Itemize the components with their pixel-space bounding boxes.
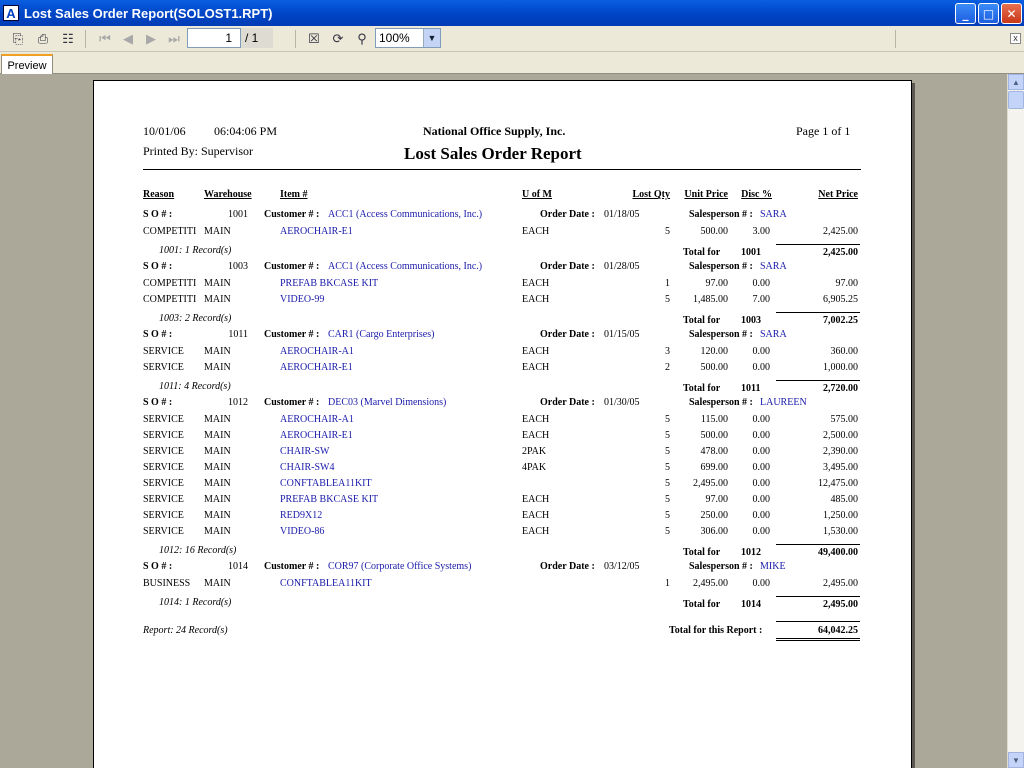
- col-item: Item #: [280, 189, 308, 200]
- line-warehouse: MAIN: [204, 346, 231, 357]
- order-date: 03/12/05: [604, 561, 640, 572]
- line-lost-qty: 2: [665, 362, 670, 373]
- line-item: RED9X12: [280, 510, 323, 521]
- line-lost-qty: 5: [665, 294, 670, 305]
- header-rule: [143, 169, 861, 170]
- customer-label: Customer # :: [264, 397, 320, 408]
- grand-total-underline-1: [776, 638, 860, 639]
- line-disc: 0.00: [752, 414, 770, 425]
- line-disc: 3.00: [752, 226, 770, 237]
- line-unit-price: 115.00: [700, 414, 728, 425]
- order-date-label: Order Date :: [540, 261, 595, 272]
- line-uom: EACH: [522, 494, 550, 505]
- total-so-number: 1012: [741, 547, 761, 558]
- tab-bar: [0, 52, 1024, 74]
- salesperson-name: LAUREEN: [760, 397, 807, 408]
- subtotal-rule: [776, 312, 860, 313]
- order-total: 2,720.00: [823, 383, 858, 394]
- line-reason: SERVICE: [143, 510, 184, 521]
- line-reason: SERVICE: [143, 346, 184, 357]
- line-net-price: 12,475.00: [818, 478, 858, 489]
- col-net-price: Net Price: [818, 189, 858, 200]
- window-title: Lost Sales Order Report(SOLOST1.RPT): [24, 5, 273, 21]
- line-lost-qty: 1: [665, 578, 670, 589]
- order-date: 01/18/05: [604, 209, 640, 220]
- line-uom: EACH: [522, 414, 550, 425]
- zoom-value: 100%: [379, 31, 410, 45]
- line-lost-qty: 5: [665, 414, 670, 425]
- refresh-icon[interactable]: ⟳: [332, 31, 344, 46]
- line-net-price: 97.00: [835, 278, 858, 289]
- line-item: AEROCHAIR-E1: [280, 226, 353, 237]
- line-warehouse: MAIN: [204, 430, 231, 441]
- so-label: S O # :: [143, 261, 173, 272]
- scroll-up-icon[interactable]: ▲: [1008, 74, 1024, 90]
- line-lost-qty: 5: [665, 446, 670, 457]
- line-net-price: 1,000.00: [823, 362, 858, 373]
- previous-page-icon[interactable]: ◀: [123, 31, 133, 46]
- salesperson-name: SARA: [760, 209, 787, 220]
- order-total: 2,425.00: [823, 247, 858, 258]
- line-item: CHAIR-SW: [280, 446, 330, 457]
- print-icon[interactable]: ⎙: [37, 31, 49, 46]
- so-number: 1012: [228, 397, 248, 408]
- report-viewport: [0, 74, 1007, 768]
- line-net-price: 6,905.25: [823, 294, 858, 305]
- line-unit-price: 500.00: [700, 430, 728, 441]
- line-reason: SERVICE: [143, 526, 184, 537]
- close-view-icon[interactable]: x: [1010, 33, 1021, 44]
- line-item: AEROCHAIR-E1: [280, 430, 353, 441]
- order-date-label: Order Date :: [540, 561, 595, 572]
- line-net-price: 3,495.00: [823, 462, 858, 473]
- line-unit-price: 500.00: [700, 226, 728, 237]
- line-unit-price: 306.00: [700, 526, 728, 537]
- customer-name: DEC03 (Marvel Dimensions): [328, 397, 447, 408]
- line-reason: COMPETITI: [143, 226, 197, 237]
- col-uom: U of M: [522, 189, 552, 200]
- total-for-label: Total for: [683, 547, 721, 558]
- line-disc: 0.00: [752, 430, 770, 441]
- line-item: PREFAB BKCASE KIT: [280, 278, 379, 289]
- line-item: VIDEO-86: [280, 526, 325, 537]
- line-warehouse: MAIN: [204, 478, 231, 489]
- salesperson-label: Salesperson # :: [689, 561, 753, 572]
- line-item: AEROCHAIR-E1: [280, 362, 353, 373]
- line-unit-price: 97.00: [705, 494, 728, 505]
- line-uom: EACH: [522, 526, 550, 537]
- customer-label: Customer # :: [264, 209, 320, 220]
- line-uom: EACH: [522, 278, 550, 289]
- line-reason: SERVICE: [143, 478, 184, 489]
- line-reason: COMPETITI: [143, 294, 197, 305]
- line-lost-qty: 5: [665, 226, 670, 237]
- line-item: CHAIR-SW4: [280, 462, 335, 473]
- line-reason: BUSINESS: [143, 578, 191, 589]
- line-net-price: 485.00: [830, 494, 858, 505]
- so-label: S O # :: [143, 329, 173, 340]
- order-total: 49,400.00: [818, 547, 858, 558]
- order-date-label: Order Date :: [540, 329, 595, 340]
- report-record-count: Report: 24 Record(s): [143, 625, 228, 636]
- order-date: 01/15/05: [604, 329, 640, 340]
- line-uom: 2PAK: [522, 446, 547, 457]
- customer-name: CAR1 (Cargo Enterprises): [328, 329, 435, 340]
- salesperson-label: Salesperson # :: [689, 261, 753, 272]
- salesperson-label: Salesperson # :: [689, 397, 753, 408]
- line-reason: SERVICE: [143, 414, 184, 425]
- col-disc: Disc %: [741, 189, 772, 200]
- vertical-scrollbar[interactable]: [1007, 74, 1024, 768]
- line-warehouse: MAIN: [204, 226, 231, 237]
- order-total: 2,495.00: [823, 599, 858, 610]
- grand-total-label: Total for this Report :: [669, 625, 763, 636]
- line-reason: SERVICE: [143, 430, 184, 441]
- next-page-icon[interactable]: ▶: [146, 31, 156, 46]
- company-name: National Office Supply, Inc.: [423, 124, 566, 138]
- col-warehouse: Warehouse: [204, 189, 252, 200]
- scroll-down-icon[interactable]: ▼: [1008, 752, 1024, 768]
- line-warehouse: MAIN: [204, 362, 231, 373]
- line-item: PREFAB BKCASE KIT: [280, 494, 379, 505]
- line-net-price: 360.00: [830, 346, 858, 357]
- line-net-price: 2,390.00: [823, 446, 858, 457]
- line-uom: EACH: [522, 294, 550, 305]
- line-disc: 0.00: [752, 362, 770, 373]
- line-net-price: 2,500.00: [823, 430, 858, 441]
- salesperson-name: SARA: [760, 261, 787, 272]
- so-label: S O # :: [143, 209, 173, 220]
- record-count: 1014: 1 Record(s): [159, 597, 232, 608]
- line-disc: 7.00: [752, 294, 770, 305]
- so-number: 1001: [228, 209, 248, 220]
- line-warehouse: MAIN: [204, 294, 231, 305]
- order-total: 7,002.25: [823, 315, 858, 326]
- line-lost-qty: 5: [665, 526, 670, 537]
- total-so-number: 1011: [741, 383, 761, 394]
- line-uom: 4PAK: [522, 462, 547, 473]
- total-so-number: 1003: [741, 315, 761, 326]
- toolbar-separator: [895, 30, 896, 48]
- line-warehouse: MAIN: [204, 578, 231, 589]
- line-uom: EACH: [522, 430, 550, 441]
- line-unit-price: 699.00: [700, 462, 728, 473]
- line-disc: 0.00: [752, 510, 770, 521]
- total-for-label: Total for: [683, 383, 721, 394]
- first-page-icon[interactable]: ⏮: [99, 31, 111, 46]
- salesperson-name: MIKE: [760, 561, 786, 572]
- line-uom: EACH: [522, 362, 550, 373]
- col-unit-price: Unit Price: [684, 189, 728, 200]
- customer-label: Customer # :: [264, 561, 320, 572]
- line-unit-price: 120.00: [700, 346, 728, 357]
- line-unit-price: 250.00: [700, 510, 728, 521]
- line-warehouse: MAIN: [204, 462, 231, 473]
- tab-preview[interactable]: Preview: [1, 54, 53, 75]
- line-lost-qty: 1: [665, 278, 670, 289]
- total-for-label: Total for: [683, 599, 721, 610]
- line-disc: 0.00: [752, 578, 770, 589]
- record-count: 1003: 2 Record(s): [159, 313, 232, 324]
- total-for-label: Total for: [683, 315, 721, 326]
- line-disc: 0.00: [752, 278, 770, 289]
- total-so-number: 1014: [741, 599, 761, 610]
- order-date: 01/28/05: [604, 261, 640, 272]
- line-disc: 0.00: [752, 526, 770, 537]
- subtotal-rule: [776, 544, 860, 545]
- line-warehouse: MAIN: [204, 278, 231, 289]
- line-reason: SERVICE: [143, 362, 184, 373]
- line-lost-qty: 5: [665, 510, 670, 521]
- customer-name: ACC1 (Access Communications, Inc.): [328, 209, 483, 220]
- salesperson-label: Salesperson # :: [689, 209, 753, 220]
- so-number: 1003: [228, 261, 248, 272]
- line-uom: EACH: [522, 226, 550, 237]
- line-disc: 0.00: [752, 462, 770, 473]
- line-unit-price: 1,485.00: [693, 294, 728, 305]
- line-net-price: 2,495.00: [823, 578, 858, 589]
- maximize-button[interactable]: □: [978, 3, 999, 24]
- customer-label: Customer # :: [264, 261, 320, 272]
- line-lost-qty: 5: [665, 430, 670, 441]
- line-uom: EACH: [522, 346, 550, 357]
- line-item: CONFTABLEA11KIT: [280, 578, 372, 589]
- record-count: 1012: 16 Record(s): [159, 545, 237, 556]
- toolbar-separator: [295, 30, 296, 48]
- customer-name: ACC1 (Access Communications, Inc.): [328, 261, 483, 272]
- subtotal-rule: [776, 596, 860, 597]
- line-warehouse: MAIN: [204, 414, 231, 425]
- line-item: VIDEO-99: [280, 294, 325, 305]
- customer-label: Customer # :: [264, 329, 320, 340]
- line-reason: COMPETITI: [143, 278, 197, 289]
- chevron-down-icon[interactable]: ▼: [423, 29, 440, 47]
- line-lost-qty: 5: [665, 478, 670, 489]
- close-button[interactable]: ✕: [1001, 3, 1022, 24]
- line-net-price: 575.00: [830, 414, 858, 425]
- line-unit-price: 2,495.00: [693, 478, 728, 489]
- so-label: S O # :: [143, 397, 173, 408]
- order-date-label: Order Date :: [540, 397, 595, 408]
- subtotal-rule: [776, 244, 860, 245]
- line-disc: 0.00: [752, 446, 770, 457]
- total-for-label: Total for: [683, 247, 721, 258]
- line-unit-price: 2,495.00: [693, 578, 728, 589]
- line-warehouse: MAIN: [204, 526, 231, 537]
- line-reason: SERVICE: [143, 494, 184, 505]
- grand-total-rule: [776, 621, 860, 622]
- line-warehouse: MAIN: [204, 494, 231, 505]
- order-date-label: Order Date :: [540, 209, 595, 220]
- line-reason: SERVICE: [143, 462, 184, 473]
- line-net-price: 1,530.00: [823, 526, 858, 537]
- report-date: 10/01/06: [143, 124, 186, 138]
- zoom-select[interactable]: [375, 28, 441, 48]
- line-lost-qty: 3: [665, 346, 670, 357]
- salesperson-label: Salesperson # :: [689, 329, 753, 340]
- grand-total-underline-2: [776, 640, 860, 641]
- line-warehouse: MAIN: [204, 510, 231, 521]
- report-page: [93, 80, 912, 768]
- search-icon[interactable]: ⚲: [357, 31, 367, 46]
- line-lost-qty: 5: [665, 462, 670, 473]
- line-disc: 0.00: [752, 478, 770, 489]
- page-label: Page 1 of 1: [796, 124, 851, 138]
- subtotal-rule: [776, 380, 860, 381]
- line-item: AEROCHAIR-A1: [280, 346, 354, 357]
- so-number: 1014: [228, 561, 248, 572]
- line-unit-price: 97.00: [705, 278, 728, 289]
- group-tree-icon[interactable]: ☷: [62, 31, 74, 46]
- export-icon[interactable]: ⎘: [12, 31, 24, 46]
- line-unit-price: 478.00: [700, 446, 728, 457]
- toolbar: [0, 26, 1024, 52]
- col-reason: Reason: [143, 189, 175, 200]
- report-time: 06:04:06 PM: [214, 124, 278, 138]
- app-icon: A: [3, 5, 19, 21]
- title-bar: [0, 0, 1024, 26]
- so-label: S O # :: [143, 561, 173, 572]
- page-total: / 1: [241, 28, 273, 48]
- order-date: 01/30/05: [604, 397, 640, 408]
- report-title: Lost Sales Order Report: [404, 144, 582, 163]
- page-number-input[interactable]: 1: [187, 28, 241, 48]
- line-disc: 0.00: [752, 346, 770, 357]
- toolbar-separator: [85, 30, 86, 48]
- customer-name: COR97 (Corporate Office Systems): [328, 561, 472, 572]
- grand-total: 64,042.25: [818, 625, 858, 636]
- scroll-thumb[interactable]: [1008, 91, 1024, 109]
- line-warehouse: MAIN: [204, 446, 231, 457]
- line-item: CONFTABLEA11KIT: [280, 478, 372, 489]
- record-count: 1011: 4 Record(s): [159, 381, 231, 392]
- printed-by: Printed By: Supervisor: [143, 144, 253, 158]
- record-count: 1001: 1 Record(s): [159, 245, 232, 256]
- col-lost-qty: Lost Qty: [632, 189, 670, 200]
- line-reason: SERVICE: [143, 446, 184, 457]
- line-unit-price: 500.00: [700, 362, 728, 373]
- minimize-button[interactable]: _: [955, 3, 976, 24]
- line-uom: EACH: [522, 510, 550, 521]
- salesperson-name: SARA: [760, 329, 787, 340]
- line-item: AEROCHAIR-A1: [280, 414, 354, 425]
- line-net-price: 1,250.00: [823, 510, 858, 521]
- last-page-icon[interactable]: ⏭: [168, 31, 180, 46]
- line-net-price: 2,425.00: [823, 226, 858, 237]
- line-disc: 0.00: [752, 494, 770, 505]
- so-number: 1011: [228, 329, 248, 340]
- total-so-number: 1001: [741, 247, 761, 258]
- line-lost-qty: 5: [665, 494, 670, 505]
- stop-icon[interactable]: ☒: [308, 31, 320, 46]
